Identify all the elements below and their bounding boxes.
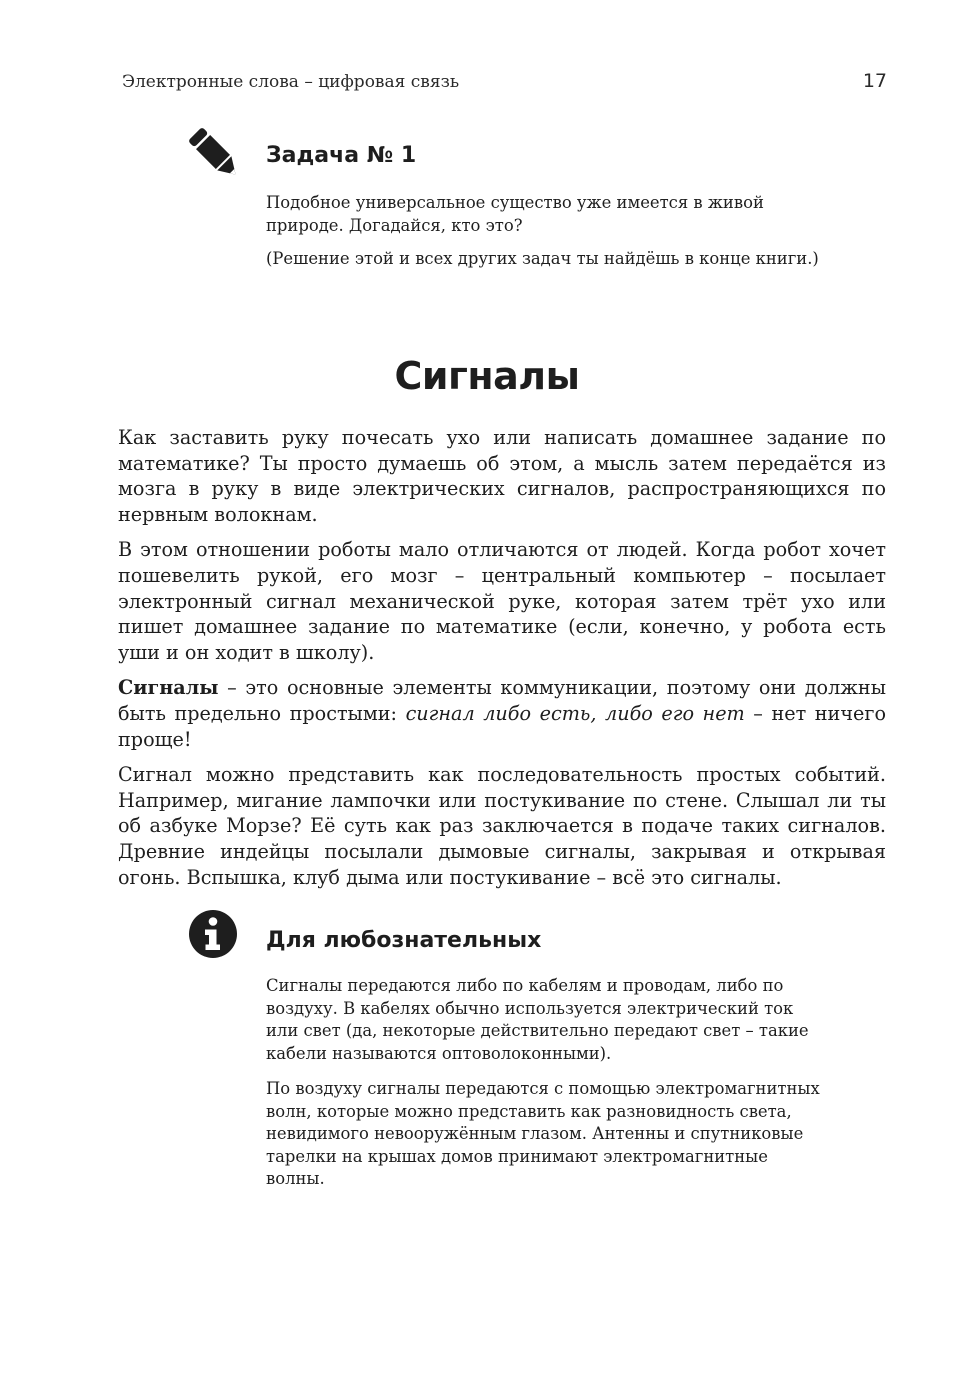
info-title: Для любознательных xyxy=(266,928,542,953)
body-paragraph: Как заставить руку почесать ухо или написать домашнее задание по математике? Ты просто думаешь об этом, а мысль затем передаётся из мозга в руку в виде электрических сигналов, распространяющихся по нервным волокнам. xyxy=(118,426,886,526)
section-title: Сигналы xyxy=(394,354,580,398)
body-paragraph: Сигнал можно представить как последовательность простых событий. Например, мигание лампочки или постукивание по стене. Слышал ли ты об азбуке Морзе? Её суть как раз заключается в подаче таких сигналов. Древние индейцы посылали дымовые сигналы, закрывая и открывая огонь. Вспышка, клуб дыма или постукивание – всё это сигналы. xyxy=(118,763,886,889)
info-icon xyxy=(188,909,238,959)
info-body xyxy=(266,975,821,1200)
bold-term: Сигналы xyxy=(118,676,219,700)
pencil-icon xyxy=(187,126,239,178)
task-title: Задача № 1 xyxy=(266,143,417,168)
body-text: – нет ничего проще! xyxy=(118,701,886,751)
running-header xyxy=(122,70,887,92)
body-text: – это основные элементы коммуникации, поэтому они должны быть предельно простыми: xyxy=(118,676,886,725)
running-title: Электронные слова – цифровая связь xyxy=(122,72,460,92)
info-paragraph: По воздуху сигналы передаются с помощью электромагнитных волн, которые можно представить как разновидность света, невидимого невооружённым глазом. Антенны и спутниковые тарелки на крышах домов принимают электромагнитные волны. xyxy=(266,1079,820,1188)
italic-phrase: сигнал либо есть, либо его нет xyxy=(405,701,745,725)
body-paragraph xyxy=(118,675,886,752)
task-paragraph: (Решение этой и всех других задач ты найдёшь в конце книги.) xyxy=(266,249,819,268)
body-paragraph: В этом отношении роботы мало отличаются от людей. Когда робот хочет пошевелить рукой, его мозг – центральный компьютер – посылает электронный сигнал механической руке, которая затем трёт ухо или пишет домашнее задание по математике (если, конечно, у робота есть уши и он ходит в школу). xyxy=(118,538,886,664)
page-number: 17 xyxy=(862,70,887,92)
main-body xyxy=(118,425,886,900)
task-paragraph: Подобное универсальное существо уже имеется в живой природе. Догадайся, кто это? xyxy=(266,193,764,235)
task-body xyxy=(266,192,826,280)
info-paragraph: Сигналы передаются либо по кабелям и проводам, либо по воздуху. В кабелях обычно используется электрический ток или свет (да, некоторые действительно передают свет – такие кабели называются оптоволоконными). xyxy=(266,976,809,1063)
